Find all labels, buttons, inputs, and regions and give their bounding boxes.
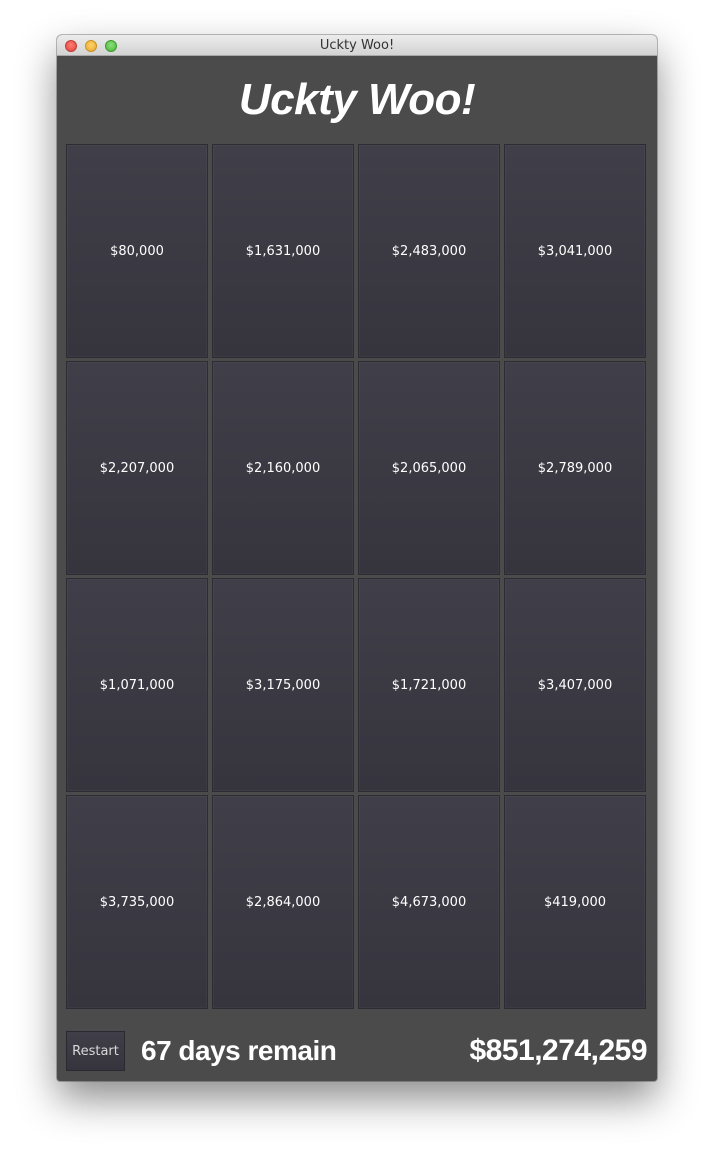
tile-button[interactable] (504, 578, 646, 792)
tile-value: $1,071,000 (99, 677, 175, 693)
tile-value: $2,160,000 (245, 460, 321, 476)
tile-button[interactable] (504, 144, 646, 358)
tile-value: $3,407,000 (537, 677, 613, 693)
tile-grid (66, 144, 648, 1010)
window-title: Uckty Woo! (319, 38, 395, 53)
tile-value: $80,000 (110, 243, 164, 259)
total-money: $851,274,259 (469, 1034, 647, 1067)
tile-button[interactable] (358, 578, 500, 792)
game-heading: Uckty Woo! (238, 75, 476, 124)
tile-value: $1,721,000 (391, 677, 467, 693)
tile-value: $419,000 (543, 894, 607, 910)
tile-button[interactable] (504, 361, 646, 575)
tile-button[interactable] (66, 361, 208, 575)
tile-button[interactable] (358, 361, 500, 575)
tile-button[interactable] (358, 144, 500, 358)
tile-value: $3,041,000 (537, 243, 613, 259)
tile-value: $3,735,000 (99, 894, 175, 910)
tile-button[interactable] (66, 795, 208, 1009)
tile-value: $1,631,000 (245, 243, 321, 259)
tile-value: $2,207,000 (99, 460, 175, 476)
tile-button[interactable] (66, 578, 208, 792)
title-bar (57, 35, 657, 56)
tile-button[interactable] (504, 795, 646, 1009)
tile-button[interactable] (358, 795, 500, 1009)
tile-button[interactable] (212, 578, 354, 792)
restart-button[interactable]: Restart (66, 1031, 125, 1071)
tile-button[interactable] (212, 795, 354, 1009)
tile-button[interactable] (212, 144, 354, 358)
tile-value: $2,864,000 (245, 894, 321, 910)
tile-value: $3,175,000 (245, 677, 321, 693)
days-remaining: 67 days remain (141, 1035, 337, 1066)
tile-value: $2,789,000 (537, 460, 613, 476)
tile-value: $4,673,000 (391, 894, 467, 910)
tile-value: $2,483,000 (391, 243, 467, 259)
app-window (57, 35, 657, 1081)
tile-button[interactable] (212, 361, 354, 575)
tile-button[interactable] (66, 144, 208, 358)
tile-value: $2,065,000 (391, 460, 467, 476)
